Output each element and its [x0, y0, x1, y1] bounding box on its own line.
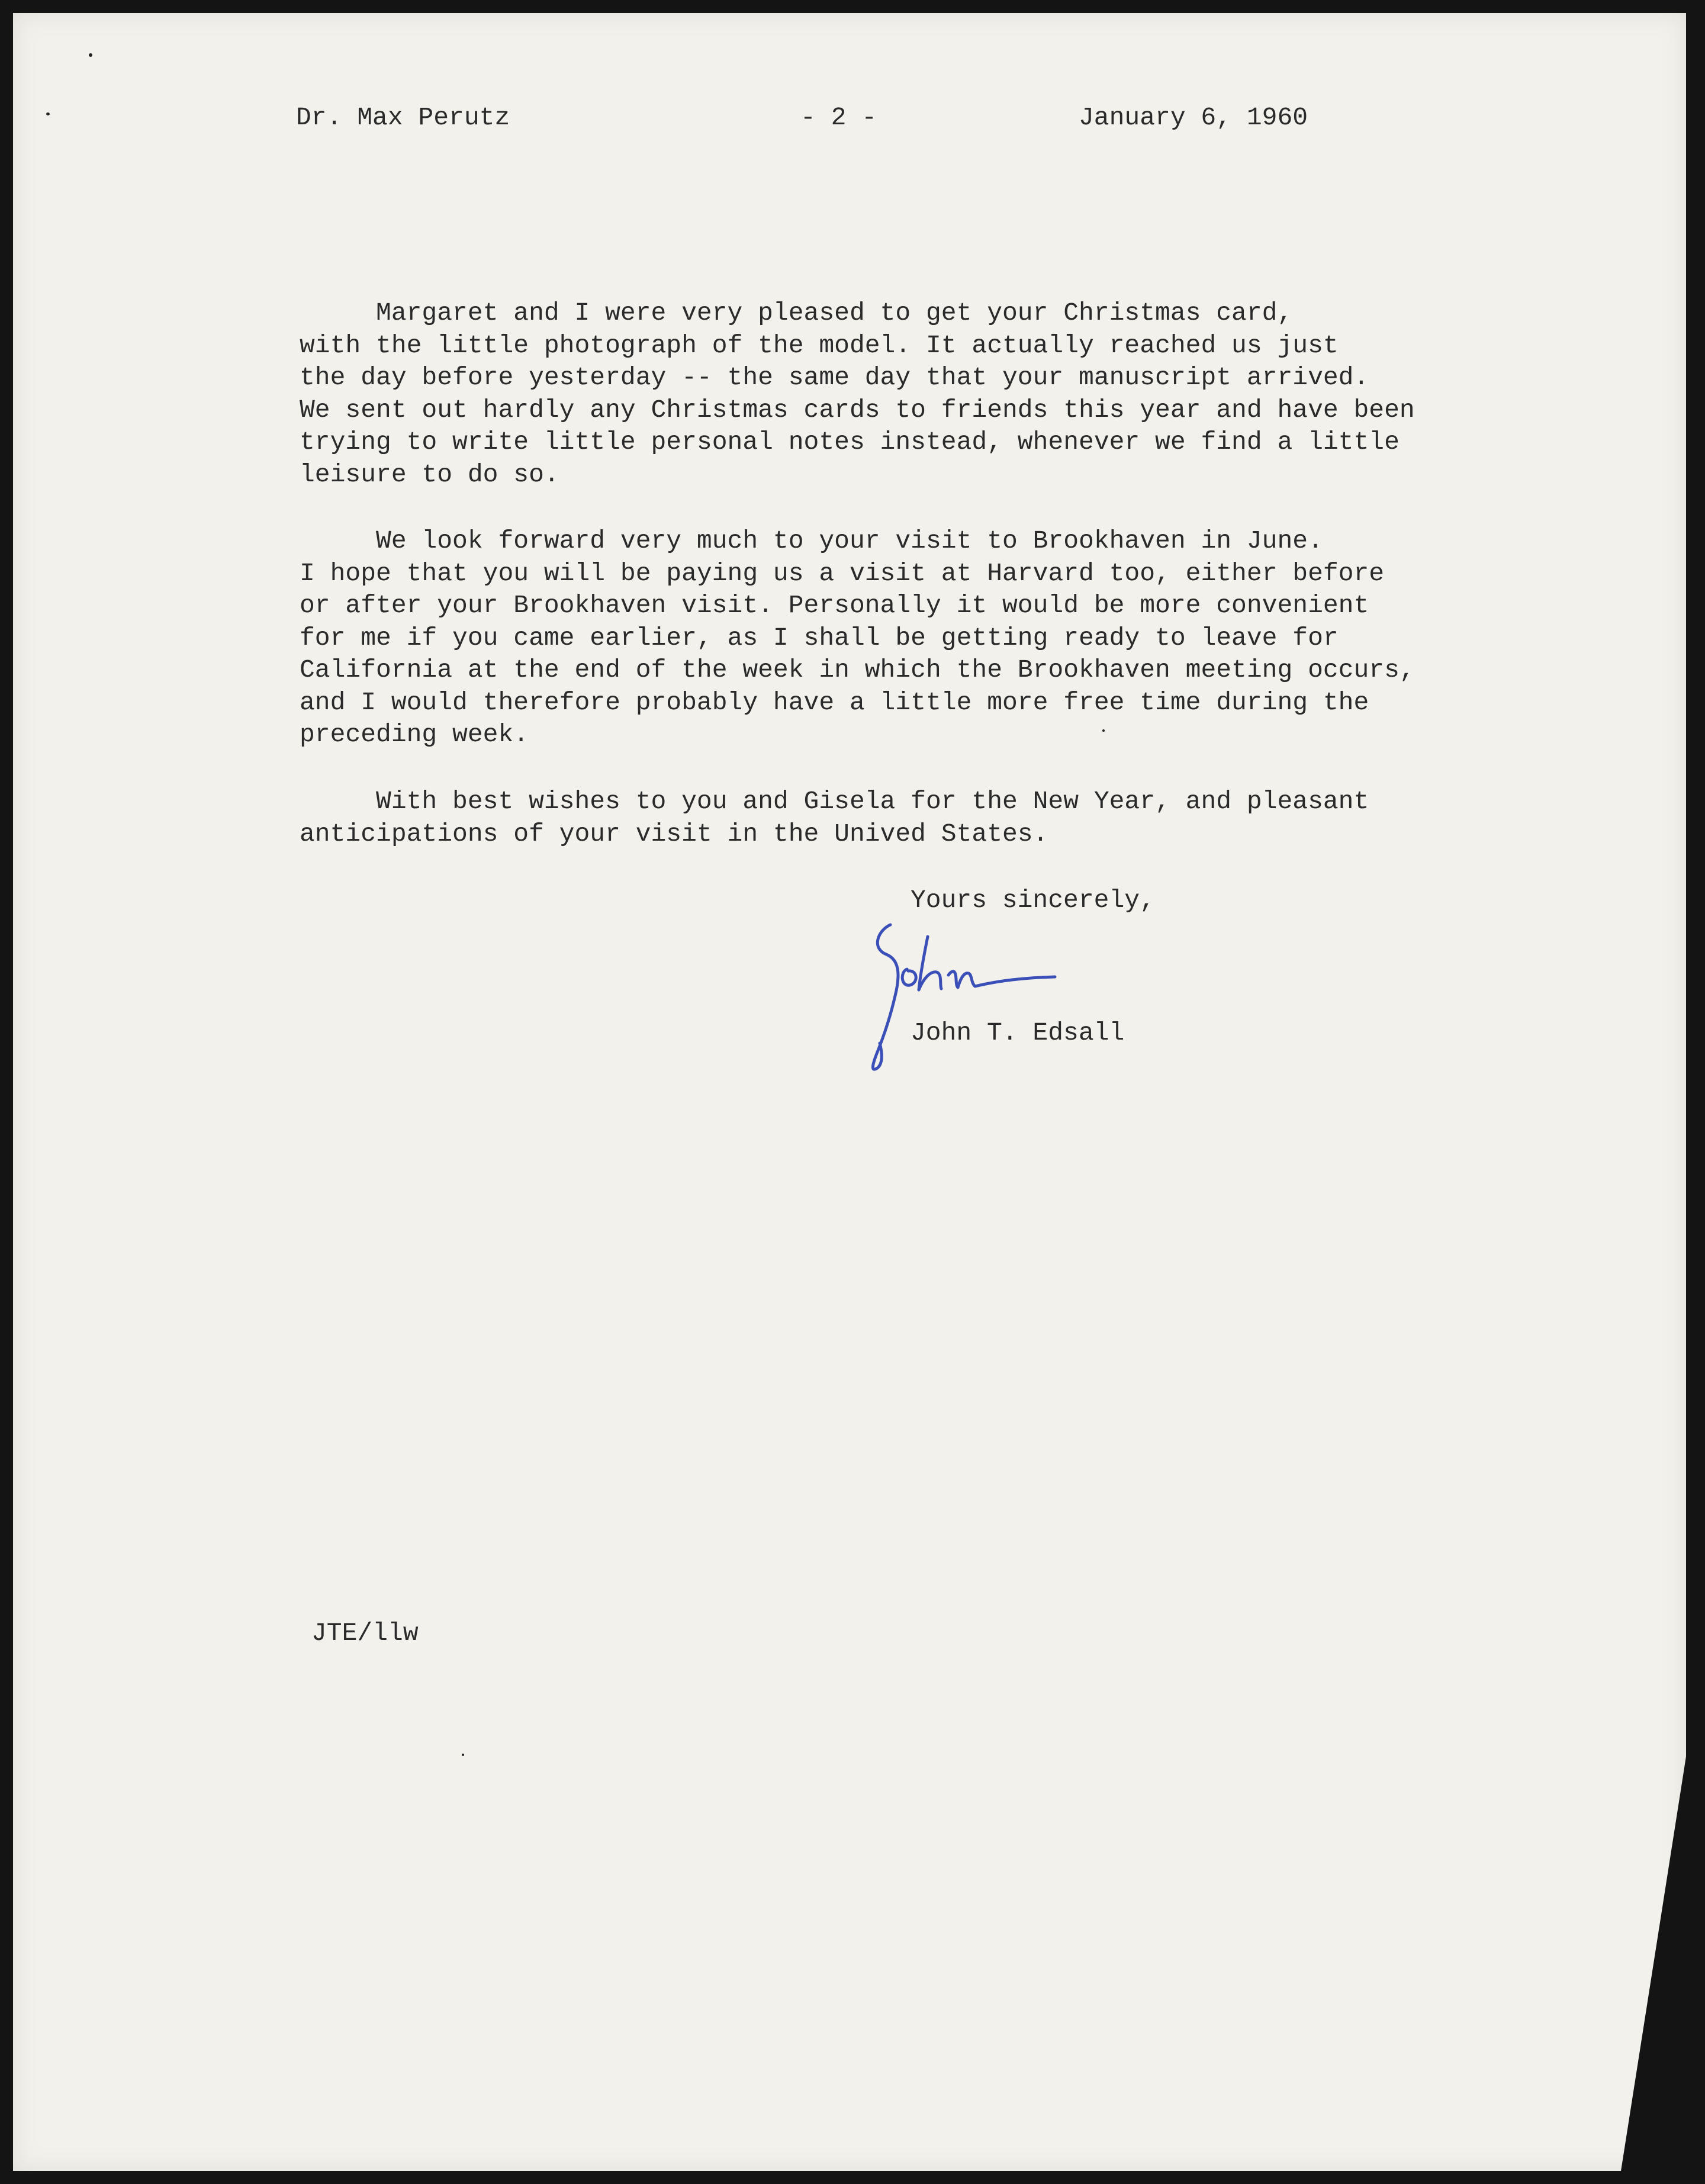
signer-name: John T. Edsall [911, 1018, 1125, 1047]
letter-page [13, 13, 1686, 2171]
typist-initials: JTE/llw [311, 1619, 419, 1648]
paragraph-line: leisure to do so. [300, 459, 559, 489]
paragraph-line: anticipations of your visit in the Unived States. [300, 819, 1048, 848]
paragraph-2 [300, 525, 1415, 751]
closing-salutation: Yours sincerely, [911, 886, 1155, 915]
paragraph-1 [300, 297, 1415, 491]
paragraph-3 [300, 786, 1369, 850]
paragraph-line: with the little photograph of the model. It actually reached us just [300, 330, 1339, 360]
header-page-number: - 2 - [800, 103, 877, 132]
page-corner-fold [1621, 1757, 1686, 2171]
header-date: January 6, 1960 [1079, 103, 1308, 132]
paragraph-line: or after your Brookhaven visit. Personally it would be more convenient [300, 591, 1369, 620]
paragraph-line: and I would therefore probably have a little more free time during the [300, 687, 1369, 717]
paragraph-line: With best wishes to you and Gisela for the New Year, and pleasant [300, 787, 1369, 816]
paragraph-line: preceding week. [300, 720, 529, 749]
paragraph-line: I hope that you will be paying us a visit at Harvard too, either before [300, 558, 1385, 588]
paragraph-line: for me if you came earlier, as I shall be getting ready to leave for [300, 623, 1339, 652]
paragraph-line: trying to write little personal notes instead, whenever we find a little [300, 427, 1400, 456]
paragraph-line: We look forward very much to your visit to Brookhaven in June. [300, 526, 1323, 555]
header-recipient: Dr. Max Perutz [296, 103, 510, 132]
ink-speck [46, 112, 50, 115]
ink-speck [1102, 729, 1105, 732]
paragraph-line: the day before yesterday -- the same day that your manuscript arrived. [300, 363, 1369, 392]
handwritten-signature [854, 913, 1102, 1079]
ink-speck [89, 53, 92, 57]
paragraph-line: Margaret and I were very pleased to get your Christmas card, [300, 298, 1293, 327]
ink-speck [462, 1754, 464, 1756]
paragraph-line: We sent out hardly any Christmas cards to friends this year and have been [300, 395, 1415, 424]
paragraph-line: California at the end of the week in which the Brookhaven meeting occurs, [300, 655, 1415, 684]
